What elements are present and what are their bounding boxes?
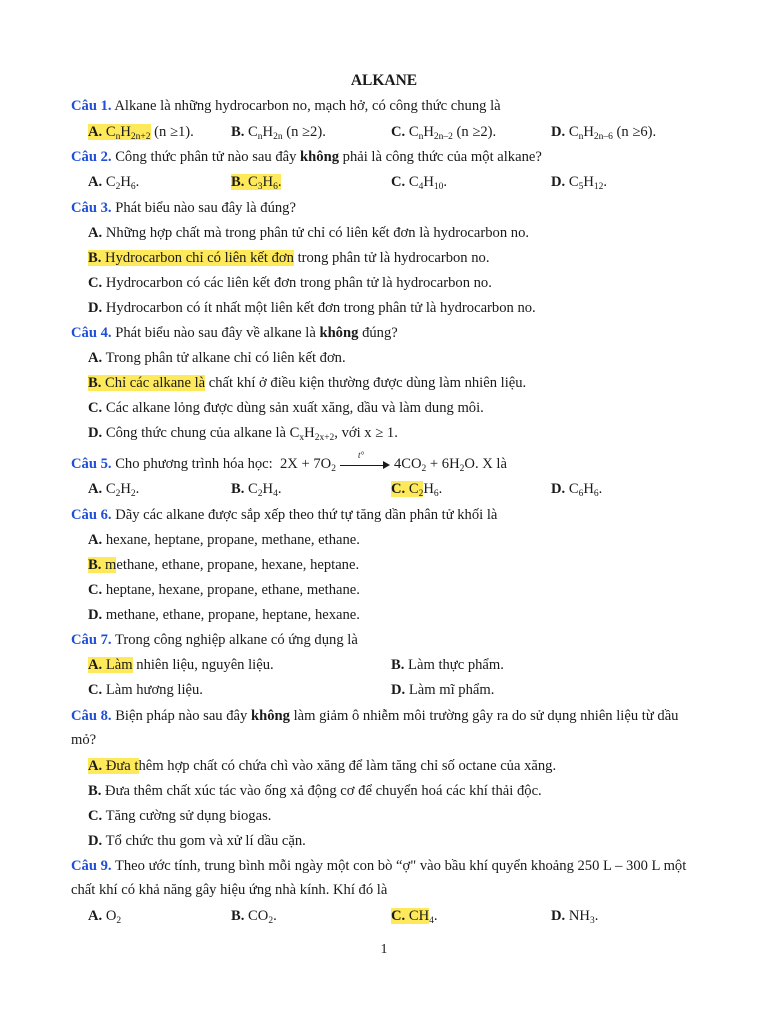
- q4-option-a[interactable]: A. Trong phân tử alkane chỉ có liên kết đơn.: [88, 350, 346, 366]
- q6-option-b[interactable]: B. methane, ethane, propane, hexane, heptane.: [88, 557, 360, 573]
- question-2: Câu 2. Công thức phân tử nào sau đây không phải là công thức của một alkane?: [71, 149, 542, 165]
- question-number: Câu 7.: [71, 632, 112, 648]
- question-number: Câu 6.: [71, 507, 112, 523]
- q5-option-b[interactable]: B. $C_2H_4$.: [231, 481, 282, 499]
- q5-option-d[interactable]: D. $C_6H_6$.: [551, 481, 603, 499]
- q9-option-b[interactable]: B. $CO_2$.: [231, 908, 277, 926]
- question-4: Câu 4. Phát biểu nào sau đây về alkane là không đúng?: [71, 325, 398, 341]
- q2-option-c[interactable]: C. $C_4H_{10}$.: [391, 174, 448, 192]
- q1-option-c[interactable]: C. $C_nH_{2n-2}$ (n ≥2).: [391, 124, 497, 142]
- q6-option-d[interactable]: D. methane, ethane, propane, heptane, hexane.: [88, 607, 360, 623]
- q7-option-c[interactable]: C. Làm hương liệu.: [88, 682, 203, 698]
- question-8: Câu 8. Biện pháp nào sau đây không làm giảm ô nhiễm môi trường gây ra do sử dụng nhiên liệu từ dầu mỏ?: [71, 708, 679, 748]
- q4-option-b[interactable]: B. Chỉ các alkane là chất khí ở điều kiện thường được dùng làm nhiên liệu.: [88, 375, 527, 391]
- q8-option-d[interactable]: D. Tổ chức thu gom và xử lí dầu cặn.: [88, 833, 306, 849]
- q9-option-a[interactable]: A. $O_2$: [88, 908, 122, 926]
- question-number: Câu 2.: [71, 149, 112, 165]
- q2-option-a[interactable]: A. $C_2H_6$.: [88, 174, 140, 192]
- q8-option-b[interactable]: B. Đưa thêm chất xúc tác vào ống xả động cơ để chuyển hoá các khí thải độc.: [88, 783, 542, 799]
- q1-option-a[interactable]: A. $C_nH_{2n+2}$ (n ≥1).: [88, 124, 194, 142]
- q6-option-c[interactable]: C. heptane, hexane, propane, ethane, methane.: [88, 582, 360, 598]
- question-7: Câu 7. Trong công nghiệp alkane có ứng dụng là: [71, 632, 358, 648]
- question-1: [71, 98, 501, 115]
- reaction-arrow-icon: t°: [340, 459, 390, 471]
- q3-option-b[interactable]: B. Hydrocarbon chỉ có liên kết đơn trong phân tử là hydrocarbon no.: [88, 250, 490, 266]
- q2-option-b[interactable]: B. $C_3H_6$.: [231, 174, 282, 192]
- question-number: Câu 5.: [71, 456, 112, 472]
- question-text: Alkane là những hydrocarbon no, mạch hở, có công thức chung là: [114, 98, 501, 114]
- q2-option-d[interactable]: D. $C_5H_{12}$.: [551, 174, 608, 192]
- question-number: Câu 3.: [71, 200, 112, 216]
- question-number: Câu 9.: [71, 858, 112, 874]
- q4-option-c[interactable]: C. Các alkane lỏng được dùng sản xuất xăng, dầu và làm dung môi.: [88, 400, 484, 416]
- q4-option-d[interactable]: D. Công thức chung của alkane là $C_xH_{2x+2}$, với x ≥ 1.: [88, 425, 398, 443]
- q7-option-d[interactable]: D. Làm mĩ phẩm.: [391, 682, 495, 698]
- question-3: Câu 3. Phát biểu nào sau đây là đúng?: [71, 200, 296, 216]
- q9-option-c[interactable]: C. $CH_4$.: [391, 908, 438, 926]
- q5-option-a[interactable]: A. $C_2H_2$.: [88, 481, 140, 499]
- q9-option-d[interactable]: D. $NH_3$.: [551, 908, 599, 926]
- question-5: Câu 5. Cho phương trình hóa học: $2X + 7O_2$ t° $4CO_2 + 6H_2O$. X là: [71, 449, 507, 474]
- q7-option-a[interactable]: A. Làm nhiên liệu, nguyên liệu.: [88, 657, 274, 673]
- q7-option-b[interactable]: B. Làm thực phẩm.: [391, 657, 504, 673]
- q8-option-a[interactable]: A. Đưa thêm hợp chất có chứa chì vào xăng để làm tăng chỉ số octane của xăng.: [88, 758, 557, 774]
- q3-option-c[interactable]: C. Hydrocarbon có các liên kết đơn trong phân tử là hydrocarbon no.: [88, 275, 492, 291]
- page-number: 1: [380, 942, 388, 957]
- q3-option-d[interactable]: D. Hydrocarbon có ít nhất một liên kết đơn trong phân tử là hydrocarbon no.: [88, 300, 536, 316]
- q5-option-c[interactable]: C. $C_2H_6$.: [391, 481, 443, 499]
- document-title: ALKANE: [350, 72, 418, 89]
- question-9: Câu 9. Theo ước tính, trung bình mỗi ngày một con bò “ợ" vào bầu khí quyển khoảng 250 L – 300 L một chất khí có khả năng gây hiệu ứng nhà kính. Khí đó là: [71, 858, 687, 898]
- q1-option-d[interactable]: D. $C_nH_{2n-6}$ (n ≥6).: [551, 124, 657, 142]
- q6-option-a[interactable]: A. hexane, heptane, propane, methane, ethane.: [88, 532, 360, 548]
- question-number: Câu 4.: [71, 325, 112, 341]
- question-number: Câu 1.: [71, 98, 112, 114]
- q3-option-a[interactable]: A. Những hợp chất mà trong phân tử chỉ có liên kết đơn là hydrocarbon no.: [88, 225, 530, 241]
- q1-option-b[interactable]: B. $C_nH_{2n}$ (n ≥2).: [231, 124, 326, 142]
- question-6: Câu 6. Dãy các alkane được sắp xếp theo thứ tự tăng dần phân tử khối là: [71, 507, 498, 523]
- q8-option-c[interactable]: C. Tăng cường sử dụng biogas.: [88, 808, 272, 824]
- question-number: Câu 8.: [71, 708, 112, 724]
